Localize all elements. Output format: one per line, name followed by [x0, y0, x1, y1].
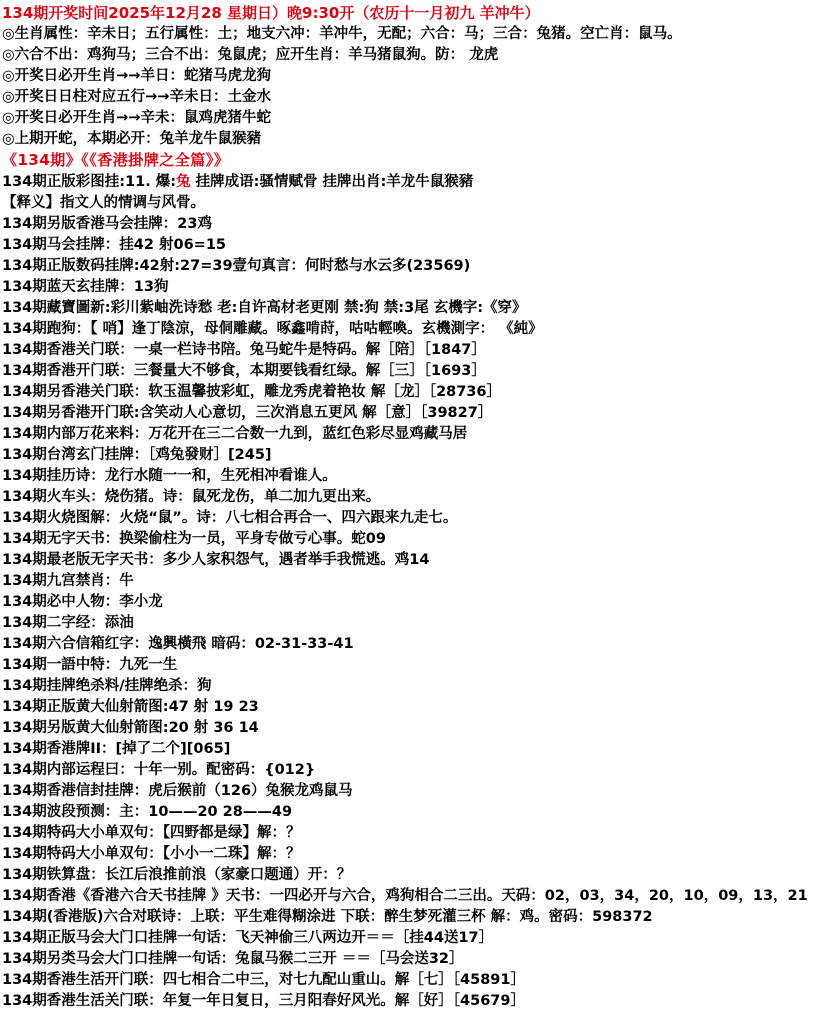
content-row-segment: 134期特码大小单双句：【小小一二珠】解：？	[2, 845, 301, 862]
draw-time-text: 134期开奖时间2025年12月28 星期日）晚9:30开（农历十一月初九	[2, 3, 475, 22]
content-row	[2, 486, 837, 507]
content-row-segment: 134期藏寶圖新:彩川紫岫洗诗愁 老:自许高材老更刚 禁:狗 禁:3尾 玄機字:《穿》	[2, 299, 527, 316]
content-row	[2, 381, 837, 402]
content-row	[2, 234, 837, 255]
content-row	[2, 255, 837, 276]
content-row-segment: 134期正版黄大仙射箭图:47 射 19 23	[2, 698, 259, 715]
content-row-segment: 134期正版彩图挂:11. 爆:	[2, 173, 177, 190]
content-row-segment: 134期另版香港马会挂牌：23鸡	[2, 215, 212, 232]
content-row-segment: 134期蓝天玄挂牌：13狗	[2, 278, 169, 295]
content-row-segment: 挂牌成语:骚情赋骨 挂牌出肖:羊龙牛鼠猴豬	[190, 173, 474, 190]
content-row	[2, 192, 837, 213]
content-row-segment: 兔	[176, 173, 191, 190]
content-row-segment: 134期香港关门联：一桌一栏诗书陪。兔马蛇牛是特码。解［陪］［1847］	[2, 341, 486, 358]
content-row-segment: 134期马会挂牌：挂42 射06=15	[2, 236, 226, 253]
content-row-segment: 134期挂历诗：龙行水随一一和，生死相冲看谁人。	[2, 467, 337, 484]
content-row	[2, 612, 837, 633]
content-row	[2, 633, 837, 654]
content-row	[2, 297, 837, 318]
content-row	[2, 570, 837, 591]
content-row-segment: 134期(香港版)六合对联诗：上联：平生难得糊涂进 下联：醉生梦死灌三杯 解：鸡。密码：598372	[2, 908, 653, 925]
content-row-segment: 134期波段预测：主：10——20 28——49	[2, 803, 293, 820]
content-row	[2, 276, 837, 297]
content-rows	[2, 171, 837, 1011]
must-open-zodiac-line-2: ◎开奖日必开生肖→→辛未：鼠鸡虎猪牛蛇	[2, 110, 271, 127]
content-row	[2, 927, 837, 948]
content-row-segment: 134期正版数码挂牌:42射:27=39壹句真言：何时愁与水云多(23569)	[2, 257, 471, 274]
content-row	[2, 906, 837, 927]
content-row	[2, 507, 837, 528]
content-row	[2, 171, 837, 192]
content-row	[2, 990, 837, 1011]
content-row-segment: 134期最老版无字天书：多少人家积怨气，遇者举手我慌逃。鸡14	[2, 551, 430, 568]
content-row-segment: 134期香港牌II：[掉了二个][065]	[2, 740, 231, 757]
content-row-segment: 134期香港开门联：三餐量大不够食，本期要钱看红绿。解［三］［1693］	[2, 362, 486, 379]
content-row-segment: 134期香港生活开门联：四七相合二中三，对七九配山重山。解［七］［45891］	[2, 971, 525, 988]
content-row	[2, 759, 837, 780]
content-row	[2, 948, 837, 969]
content-row-segment: 134期香港信封挂牌：虎后猴前（126）兔猴龙鸡鼠马	[2, 782, 353, 799]
content-row	[2, 864, 837, 885]
content-row	[2, 675, 837, 696]
content-row-segment: 134期台湾玄门挂牌：［鸡兔發财］[245]	[2, 446, 272, 463]
five-elements-line: ◎开奖日日柱对应五行→→辛未日：土金水	[2, 89, 271, 106]
content-row	[2, 822, 837, 843]
content-row	[2, 444, 837, 465]
content-row	[2, 402, 837, 423]
content-row	[2, 780, 837, 801]
content-row	[2, 318, 837, 339]
content-row-segment: 【释义】指文人的情调与风骨。	[2, 194, 205, 211]
content-row	[2, 339, 837, 360]
content-row-segment: 134期无字天书：换梁偷柱为一员，平身专做亏心事。蛇09	[2, 530, 386, 547]
content-row-segment: 134期铁算盘：长江后浪推前浪（家豪口题通）开：？	[2, 866, 352, 883]
content-row-segment: 134期内部万花来料：万花开在三二合数一九到，蓝红色彩尽显鸡藏马居	[2, 425, 468, 442]
attribute-line: ◎生肖属性：辛未日；五行属性：土；地支六冲：羊冲牛，无配；六合：马；三合：兔猪。空亡肖：鼠马。	[2, 26, 682, 43]
content-row	[2, 843, 837, 864]
content-row-segment: 134期香港生活关门联：年复一年日复日，三月阳春好风光。解［好］［45679］	[2, 992, 525, 1009]
content-row-segment: 134期跑狗：【 哨】逢丁陰涼，母侗雕藏。啄鑫啃莳，咕咕輕喚。玄機測字： 《純》	[2, 320, 543, 337]
content-row	[2, 801, 837, 822]
content-row-segment: 134期二字经：添油	[2, 614, 134, 631]
previous-draw-line: ◎上期开蛇，本期必开：兔羊龙牛鼠猴豬	[2, 131, 262, 148]
content-row	[2, 717, 837, 738]
draw-time-header	[2, 2, 837, 24]
no-show-line: ◎六合不出：鸡狗马；三合不出：兔鼠虎；应开生肖：羊马猪鼠狗。防： 龙虎	[2, 47, 499, 64]
draw-zodiac-text: 羊冲牛）	[479, 3, 540, 22]
must-open-zodiac-line-1: ◎开奖日必开生肖→→羊日：蛇猪马虎龙狗	[2, 68, 271, 85]
content-row-segment: 134期正版马会大门口挂牌一句话：飞天神偷三八两边开＝＝［挂44送17］	[2, 929, 494, 946]
content-row-segment: 134期必中人物：李小龙	[2, 593, 163, 610]
content-row-segment: 134期九宫禁肖：牛	[2, 572, 134, 589]
content-row	[2, 885, 837, 906]
content-row	[2, 591, 837, 612]
content-row-segment: 134期火车头：烧伤猪。诗：鼠死龙伤，单二加九更出来。	[2, 488, 381, 505]
content-row	[2, 549, 837, 570]
content-row-segment: 134期特码大小单双句：【四野都是绿】解：？	[2, 824, 301, 841]
content-row-segment: 134期火烧图解：火烧“鼠”。诗：八七相合再合一、四六跟来九走七。	[2, 509, 458, 526]
content-row-segment: 134期内部运程曰：十年一别。配密码：{012}	[2, 761, 316, 778]
content-row	[2, 696, 837, 717]
content-row-segment: 134期六合信箱红字：逸興橫飛 暗码：02-31-33-41	[2, 635, 354, 652]
content-row-segment: 134期另香港开门联:含笑动人心意切，三次消息五更风 解［意］［39827］	[2, 404, 493, 421]
content-row-segment: 134期香港《香港六合天书挂牌 》天书：一四必开与六合，鸡狗相合二三出。天码：02，03，34，20，10，09，13，21	[2, 887, 808, 904]
content-row-segment: 134期另类马会大门口挂牌一句话：兔鼠马猴二三开 ＝＝［马会送32］	[2, 950, 464, 967]
section-title: 《134期》《《香港掛牌之全篇》》	[2, 151, 230, 170]
content-row	[2, 969, 837, 990]
content-row	[2, 738, 837, 759]
content-row-segment: 134期另香港关门联：软玉温馨披彩虹，雕龙秀虎着艳妆 解［龙］［28736］	[2, 383, 502, 400]
content-row	[2, 465, 837, 486]
content-row	[2, 360, 837, 381]
content-row	[2, 654, 837, 675]
content-row-segment: 134期一語中特：九死一生	[2, 656, 178, 673]
content-row-segment: 134期另版黄大仙射箭图:20 射 36 14	[2, 719, 259, 736]
content-row	[2, 528, 837, 549]
content-row	[2, 423, 837, 444]
content-row-segment: 134期挂牌绝杀料/挂牌绝杀：狗	[2, 677, 212, 694]
content-row	[2, 213, 837, 234]
